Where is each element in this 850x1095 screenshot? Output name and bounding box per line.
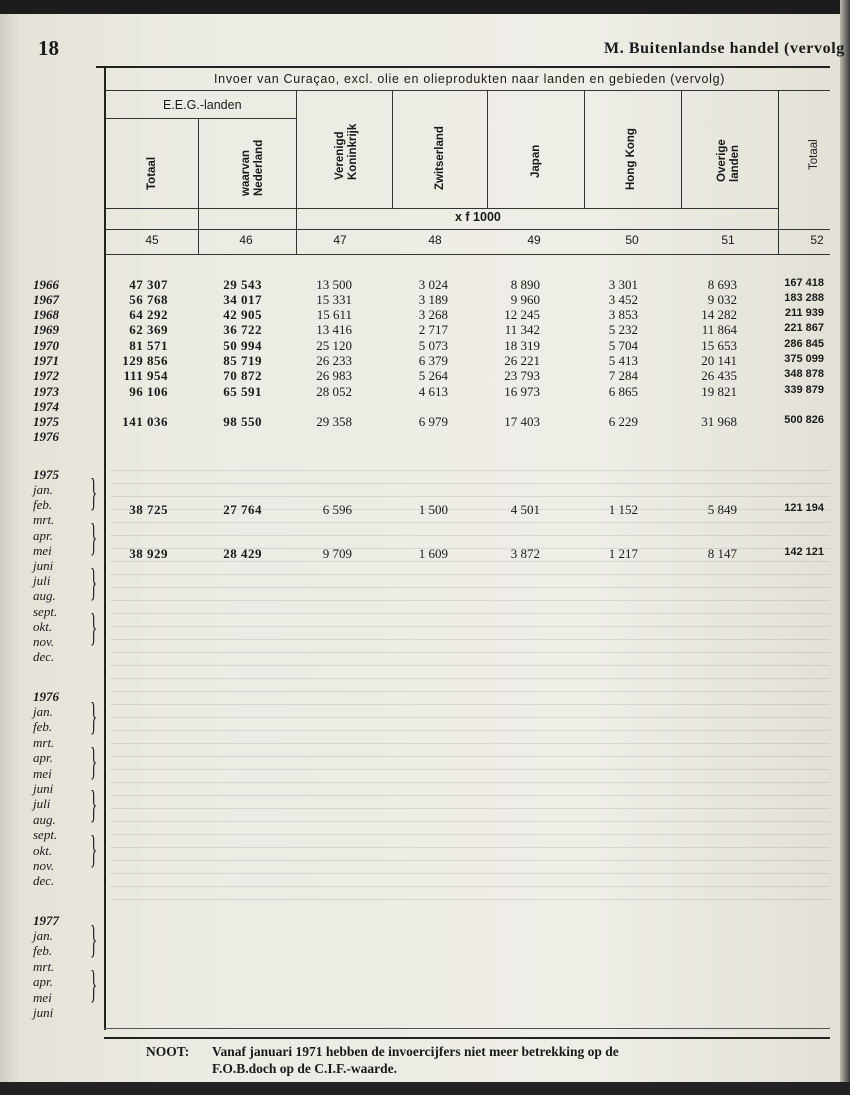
table-cell: 8 147 [707, 546, 737, 561]
table-cell: 23 793 [504, 368, 540, 383]
col-number: 49 [527, 233, 541, 247]
month-label: feb. [33, 719, 53, 735]
month-label: sept. [33, 603, 58, 619]
col-number: 48 [428, 233, 442, 247]
eeg-group-rule [106, 118, 296, 119]
table-cell: 13 416 [316, 322, 352, 337]
year-label: 1970 [33, 338, 59, 353]
table-cell: 9 709 [322, 546, 352, 561]
table-cell: 1 500 [418, 502, 448, 517]
month-label: feb. [33, 943, 53, 959]
table-cell: 500 826 [784, 414, 824, 426]
month-label: apr. [33, 527, 53, 543]
table-cell: 1 609 [418, 546, 448, 561]
col-divider [487, 90, 488, 208]
brace-mark: } [90, 786, 98, 828]
table-cell: 15 611 [316, 307, 352, 322]
table-cell: 17 403 [504, 414, 540, 429]
table-cell: 14 282 [701, 307, 737, 322]
year-label: 1976 [33, 429, 59, 444]
unit-top-rule [106, 208, 778, 209]
table-cell: 85 719 [223, 353, 262, 368]
table-cell: 6 229 [608, 414, 638, 429]
month-label: mrt. [33, 734, 55, 750]
year-label: 1977 [33, 913, 59, 928]
year-label: 1972 [33, 368, 59, 383]
month-label: mrt. [33, 958, 55, 974]
year-label: 1974 [33, 399, 59, 414]
table-cell: 141 036 [122, 414, 168, 429]
table-cell: 50 994 [223, 338, 262, 353]
table-cell: 81 571 [129, 338, 168, 353]
year-label: 1966 [33, 277, 59, 292]
year-label: 1975 [33, 414, 59, 429]
footnote [146, 1043, 619, 1077]
table-cell: 3 853 [608, 307, 638, 322]
table-cell: 18 319 [504, 338, 540, 353]
table-cell: 27 764 [223, 502, 262, 517]
table-cell: 26 233 [316, 353, 352, 368]
month-label: juni [33, 1005, 54, 1020]
table-cell: 339 879 [784, 384, 824, 396]
table-cell: 4 501 [510, 502, 540, 517]
table-cell: 11 342 [504, 322, 540, 337]
month-label: jan. [33, 928, 53, 943]
scan-bottom-border [0, 1082, 850, 1095]
eeg-group-label: E.E.G.-landen [163, 98, 242, 112]
table-cell: 1 217 [608, 546, 638, 561]
table-cell: 15 653 [701, 338, 737, 353]
table-cell: 3 024 [418, 277, 448, 292]
table-cell: 5 704 [608, 338, 638, 353]
table-cell: 28 052 [316, 384, 352, 399]
year-label: 1968 [33, 307, 59, 322]
table-cell: 6 379 [418, 353, 448, 368]
table-cell: 38 725 [129, 502, 168, 517]
year-label: 1967 [33, 292, 59, 307]
brace-mark: } [90, 564, 98, 606]
table-cell: 5 264 [418, 368, 448, 383]
brace-mark: } [90, 966, 98, 1008]
table-cell: 167 418 [784, 277, 824, 289]
month-label: mei [33, 542, 52, 558]
year-label: 1975 [33, 467, 59, 482]
col-divider [392, 90, 393, 208]
col-label-verenigd-koninkrijk: Verenigd Koninkrijk [334, 123, 359, 180]
table-cell: 98 550 [223, 414, 262, 429]
bleed-through-ghost [110, 470, 830, 910]
table-cell: 28 429 [223, 546, 262, 561]
table-cell: 5 413 [608, 353, 638, 368]
table-cell: 36 722 [223, 322, 262, 337]
table-cell: 6 865 [608, 384, 638, 399]
title-rule [106, 90, 830, 91]
table-cell: 5 232 [608, 322, 638, 337]
footnote-label: NOOT: [146, 1044, 190, 1059]
table-cell: 8 693 [707, 277, 737, 292]
table-cell: 6 596 [322, 502, 352, 517]
month-label: okt. [33, 618, 53, 634]
scan-left-edge [0, 14, 22, 1084]
table-cell: 70 872 [223, 368, 262, 383]
month-label: mei [33, 989, 52, 1005]
table-cell: 129 856 [122, 353, 168, 368]
table-cell: 9 960 [510, 292, 540, 307]
brace-mark: } [90, 474, 98, 516]
month-label: aug. [33, 588, 56, 604]
table-cell: 2 717 [418, 322, 448, 337]
month-label: apr. [33, 974, 53, 990]
brace-mark: } [90, 921, 98, 963]
col-number: 45 [145, 233, 159, 247]
table-cell: 183 288 [784, 292, 824, 304]
scan-top-border [0, 0, 850, 14]
table-cell: 26 221 [504, 353, 540, 368]
table-cell: 62 369 [129, 322, 168, 337]
col-number: 51 [721, 233, 735, 247]
col-divider [584, 90, 585, 208]
year-label: 1969 [33, 322, 59, 337]
scan-right-edge [840, 0, 850, 1095]
month-label: juli [33, 796, 51, 812]
table-cell: 1 152 [608, 502, 638, 517]
month-label: juli [33, 573, 51, 589]
table-cell: 19 821 [701, 384, 737, 399]
table-cell: 12 245 [504, 307, 540, 322]
unit-label: x f 1000 [455, 210, 501, 224]
month-label: juni [33, 781, 54, 796]
table-cell: 38 929 [129, 546, 168, 561]
month-label: apr. [33, 750, 53, 766]
table-cell: 64 292 [129, 307, 168, 322]
table-cell: 121 194 [784, 502, 824, 514]
month-label: dec. [33, 873, 55, 889]
year-label: 1971 [33, 353, 59, 368]
col-number: 50 [625, 233, 639, 247]
table-cell: 11 864 [701, 322, 737, 337]
table-cell: 375 099 [784, 353, 824, 365]
month-label: sept. [33, 827, 58, 843]
table-cell: 7 284 [608, 368, 638, 383]
year-label: 1976 [33, 689, 59, 704]
month-label: jan. [33, 704, 53, 719]
col-label-totaal-eeg: Totaal [146, 156, 158, 190]
col-divider [681, 90, 682, 208]
table-cell: 26 435 [701, 368, 737, 383]
table-cell: 16 973 [504, 384, 540, 399]
table-cell: 3 189 [418, 292, 448, 307]
table-cell: 9 032 [707, 292, 737, 307]
brace-mark: } [90, 609, 98, 651]
col-label-totaal: Totaal [808, 139, 820, 170]
footnote-line2: F.O.B.doch op de C.I.F.-waarde. [212, 1061, 398, 1076]
col-number: 46 [239, 233, 253, 247]
running-head: M. Buitenlandse handel (vervolg [604, 40, 845, 57]
table-title: Invoer van Curaçao, excl. olie en olieprodukten naar landen en gebieden (vervolg) [214, 72, 726, 86]
table-cell: 4 613 [418, 384, 448, 399]
month-label: mei [33, 765, 52, 781]
month-label: feb. [33, 497, 53, 513]
table-cell: 15 331 [316, 292, 352, 307]
col-divider [198, 229, 199, 254]
note-rule [104, 1037, 830, 1039]
col-label-overige-landen: Overige landen [716, 139, 741, 182]
month-label: aug. [33, 811, 56, 827]
table-cell: 3 452 [608, 292, 638, 307]
table-cell: 3 301 [608, 277, 638, 292]
table-cell: 348 878 [784, 368, 824, 380]
brace-mark: } [90, 831, 98, 873]
brace-mark: } [90, 743, 98, 785]
table-cell: 20 141 [701, 353, 737, 368]
table-cell: 31 968 [701, 414, 737, 429]
table-cell: 29 543 [223, 277, 262, 292]
table-cell: 142 121 [784, 546, 824, 558]
col-number: 52 [810, 233, 824, 247]
table-cell: 26 983 [316, 368, 352, 383]
col-label-hong-kong: Hong Kong [625, 128, 637, 190]
table-cell: 13 500 [316, 277, 352, 292]
table-left-rule [104, 66, 106, 1030]
col-label-zwitserland: Zwitserland [434, 126, 446, 190]
brace-mark: } [90, 698, 98, 740]
table-cell: 56 768 [129, 292, 168, 307]
table-cell: 5 073 [418, 338, 448, 353]
table-cell: 29 358 [316, 414, 352, 429]
table-cell: 111 954 [123, 368, 168, 383]
month-label: jan. [33, 482, 53, 497]
table-cell: 3 872 [510, 546, 540, 561]
month-label: dec. [33, 649, 55, 665]
table-cell: 42 905 [223, 307, 262, 322]
col-label-japan: Japan [530, 144, 542, 178]
col-label-nederland: waarvan Nederland [240, 139, 265, 196]
header-bottom-rule [106, 254, 830, 255]
footnote-line1: Vanaf januari 1971 hebben de invoercijfers niet meer betrekking op de [212, 1044, 619, 1059]
table-cell: 211 939 [784, 307, 824, 319]
month-label: nov. [33, 858, 55, 873]
table-cell: 65 591 [223, 384, 262, 399]
page-number: 18 [38, 36, 59, 60]
colno-top-rule [106, 229, 830, 230]
year-label: 1973 [33, 384, 59, 399]
month-label: okt. [33, 842, 53, 858]
table-cell: 221 867 [784, 322, 824, 334]
col-number: 47 [333, 233, 347, 247]
table-cell: 8 890 [510, 277, 540, 292]
table-cell: 25 120 [316, 338, 352, 353]
brace-mark: } [90, 519, 98, 561]
table-cell: 5 849 [707, 502, 737, 517]
month-label: juni [33, 558, 54, 573]
table-cell: 6 979 [418, 414, 448, 429]
table-cell: 96 106 [129, 384, 168, 399]
month-label: mrt. [33, 512, 55, 528]
table-cell: 47 307 [129, 277, 168, 292]
month-label: nov. [33, 634, 55, 649]
table-cell: 3 268 [418, 307, 448, 322]
table-cell: 286 845 [784, 338, 824, 350]
table-cell: 34 017 [223, 292, 262, 307]
table-bottom-rule [104, 1028, 830, 1029]
col-divider [778, 229, 779, 254]
table-top-rule [96, 66, 830, 68]
